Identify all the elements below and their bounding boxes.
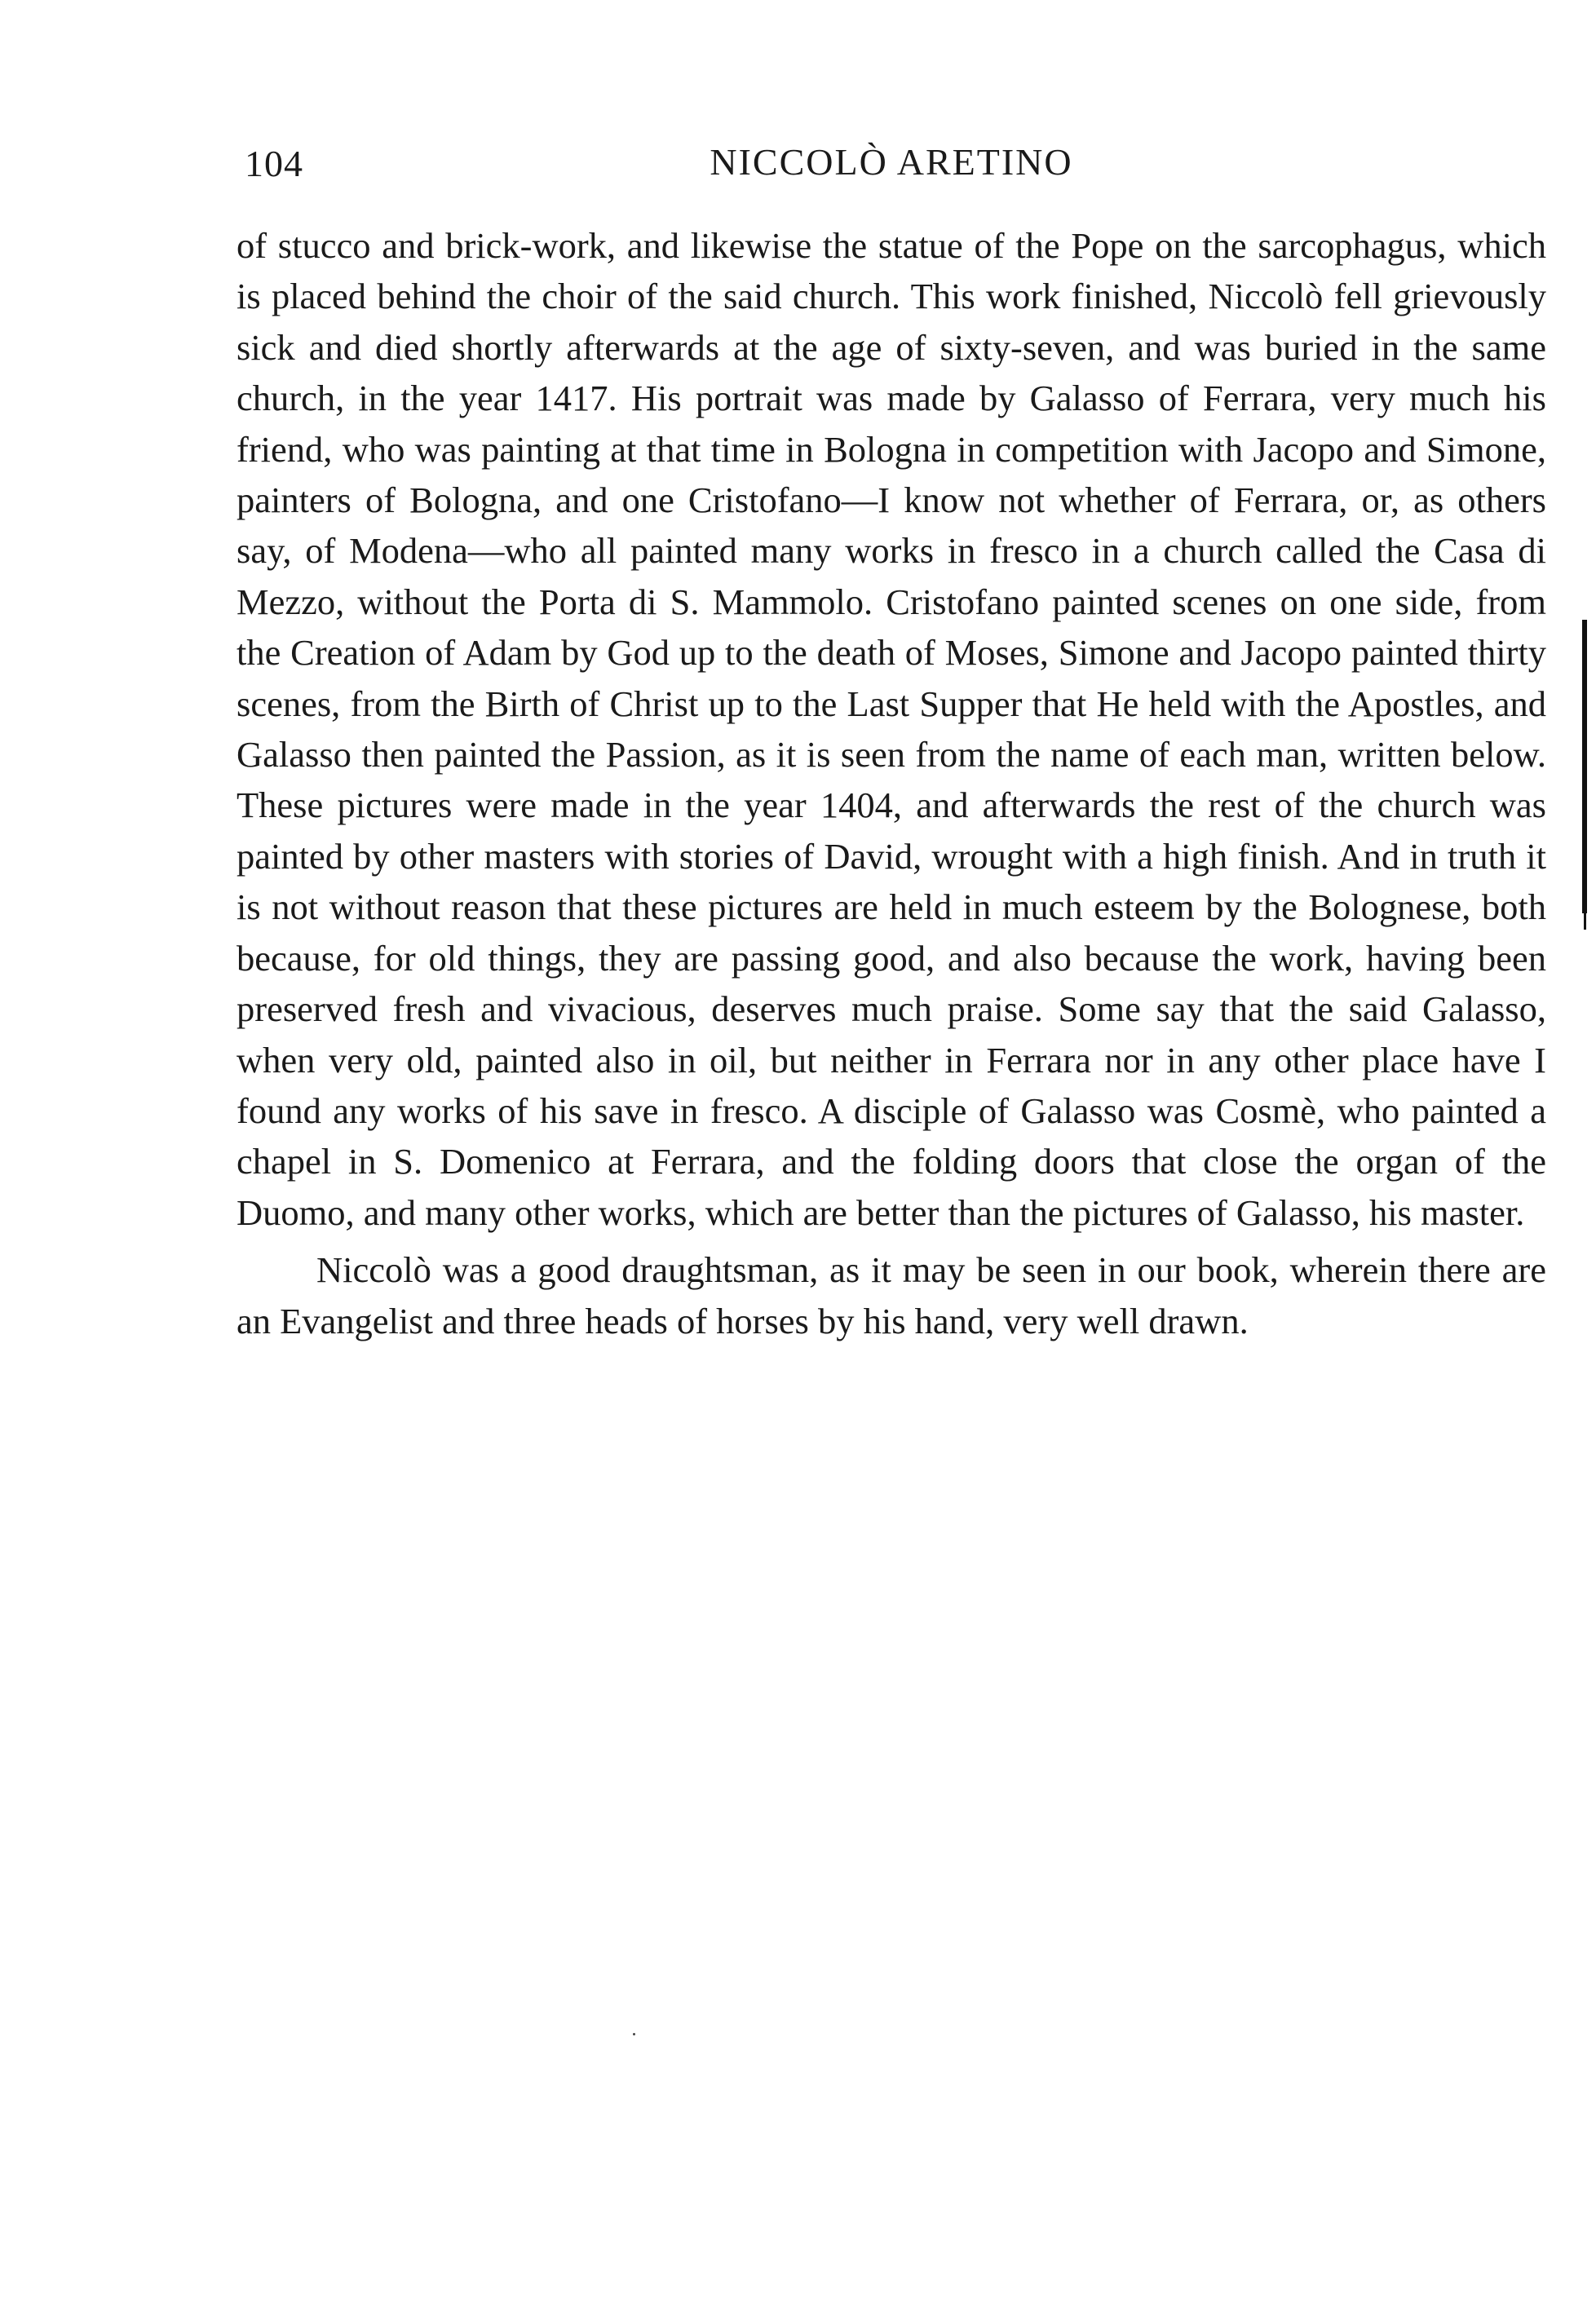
running-title: NICCOLÒ ARETINO — [710, 141, 1073, 183]
running-head — [235, 137, 1548, 194]
paragraph-continued: of stucco and brick-work, and likewise the statue of the Pope on the sarcophagus, which is placed behind the choir of the said church. This work finished, Niccolò fell grievously sick and died shortly afterwards at the age of sixty-seven, and was buried in the same church, in the year 1417. His portrait was made by Galasso of Ferrara, very much his friend, who was painting at that time in Bologna in competition with Jacopo and Simone, painters of Bologna, and one Cristofano—I know not whether of Ferrara, or, as others say, of Modena—who all painted many works in fresco in a church called the Casa di Mezzo, without the Porta di S. Mammolo. Cristofano painted scenes on one side, from the Creation of Adam by God up to the death of Moses, Simone and Jacopo painted thirty scenes, from the Birth of Christ up to the Last Supper that He held with the Apostles, and Galasso then painted the Passion, as it is seen from the name of each man, written below. These pictures were made in the year 1404, and afterwards the rest of the church was painted by other masters with stories of David, wrought with a high finish. And in truth it is not without reason that these pictures are held in much esteem by the Bolognese, both because, for old things, they are passing good, and also because the work, having been preserved fresh and vivacious, deserves much praise. Some say that the said Galasso, when very old, painted also in oil, but neither in Ferrara nor in any other place have I found any works of his save in fresco. A disciple of Galasso was Cosmè, who painted a chapel in S. Domenico at Ferrara, and the folding doors that close the organ of the Duomo, and many other works, which are better than the pictures of Galasso, his master. — [237, 225, 1546, 1233]
margin-scan-mark-tail — [1584, 913, 1586, 930]
ink-speck — [633, 2033, 635, 2035]
page-number: 104 — [245, 143, 303, 184]
paragraph-draughtsman: Niccolò was a good draughtsman, as it may be seen in our book, wherein there are an Evangelist and three heads of horses by his hand, very well drawn. — [237, 1249, 1546, 1341]
margin-scan-mark — [1582, 620, 1587, 913]
body-text — [237, 220, 1546, 1346]
